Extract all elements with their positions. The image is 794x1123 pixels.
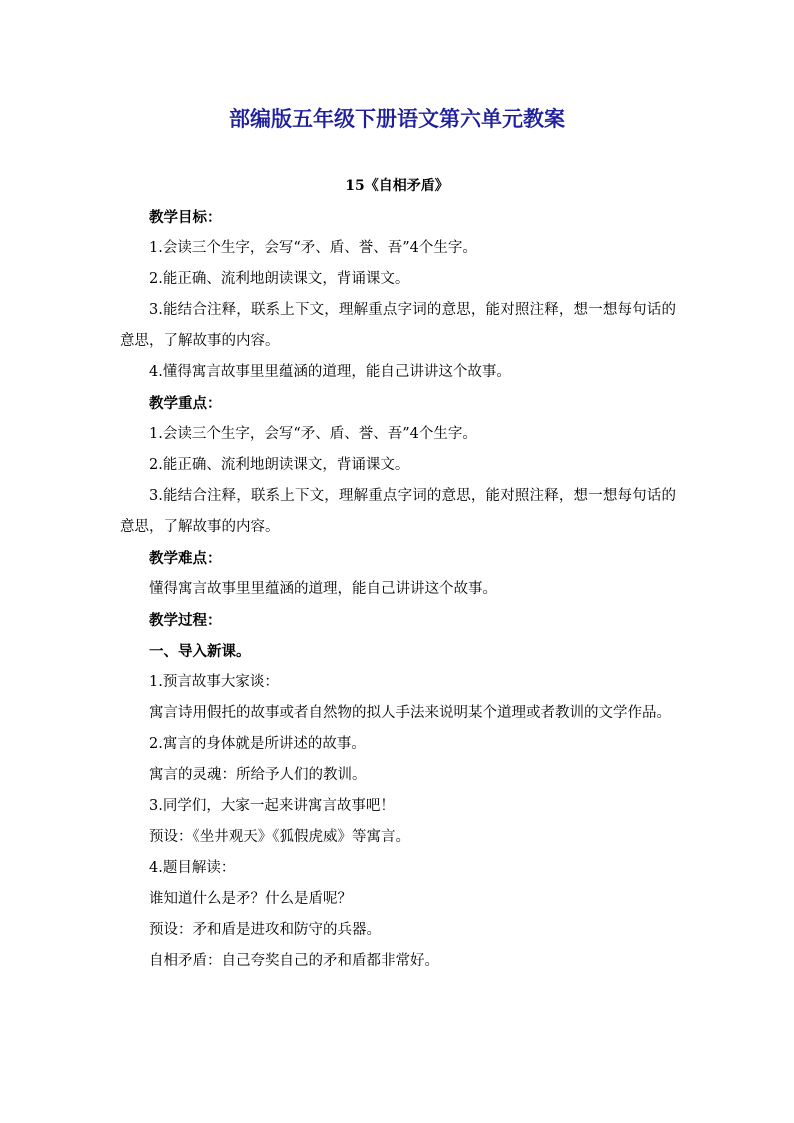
paragraph: 2.能正确、流利地朗读课文，背诵课文。 [149,271,410,287]
paragraph: 2.能正确、流利地朗读课文，背诵课文。 [149,457,410,473]
paragraph: 谁知道什么是矛？什么是盾呢？ [149,891,352,907]
paragraph: 2.寓言的身体就是所讲述的故事。 [149,736,366,752]
paragraph: 4.懂得寓言故事里里蕴涵的道理，能自己讲讲这个故事。 [149,364,511,380]
document-body [120,202,676,977]
paragraph: 3.能结合注释，联系上下文，理解重点字词的意思，能对照注释，想一想每句话的意思，了解故事的内容。 [120,302,676,349]
lesson-title: 15《自相矛盾》 [345,178,449,194]
document-title: 部编版五年级下册语文第六单元教案 [229,107,565,131]
section-heading-difficulties: 教学难点： [149,550,222,567]
paragraph: 预设：矛和盾是进攻和防守的兵器。 [149,922,381,938]
paragraph: 自相矛盾：自己夸奖自己的矛和盾都非常好。 [149,953,439,969]
paragraph: 4.题目解读： [149,860,236,876]
paragraph: 懂得寓言故事里里蕴涵的道理，能自己讲讲这个故事。 [149,581,497,597]
section-heading-process: 教学过程： [149,612,222,629]
paragraph: 预设：《坐井观天》《狐假虎威》等寓言。 [149,829,410,845]
section-heading-objectives: 教学目标： [149,209,222,226]
paragraph: 3.能结合注释，联系上下文，理解重点字词的意思，能对照注释，想一想每句话的意思，了解故事的内容。 [120,488,676,535]
section-heading-key-points: 教学重点： [149,395,222,412]
subsection-heading-intro: 一、导入新课。 [149,643,251,660]
paragraph: 寓言诗用假托的故事或者自然物的拟人手法来说明某个道理或者教训的文学作品。 [149,705,671,721]
paragraph: 寓言的灵魂：所给予人们的教训。 [149,767,367,783]
paragraph: 1.会读三个生字，会写“矛、盾、誉、吾”4个生字。 [149,240,477,256]
paragraph: 3.同学们，大家一起来讲寓言故事吧！ [149,798,395,814]
paragraph: 1.预言故事大家谈： [149,674,279,690]
paragraph: 1.会读三个生字，会写“矛、盾、誉、吾”4个生字。 [149,426,477,442]
